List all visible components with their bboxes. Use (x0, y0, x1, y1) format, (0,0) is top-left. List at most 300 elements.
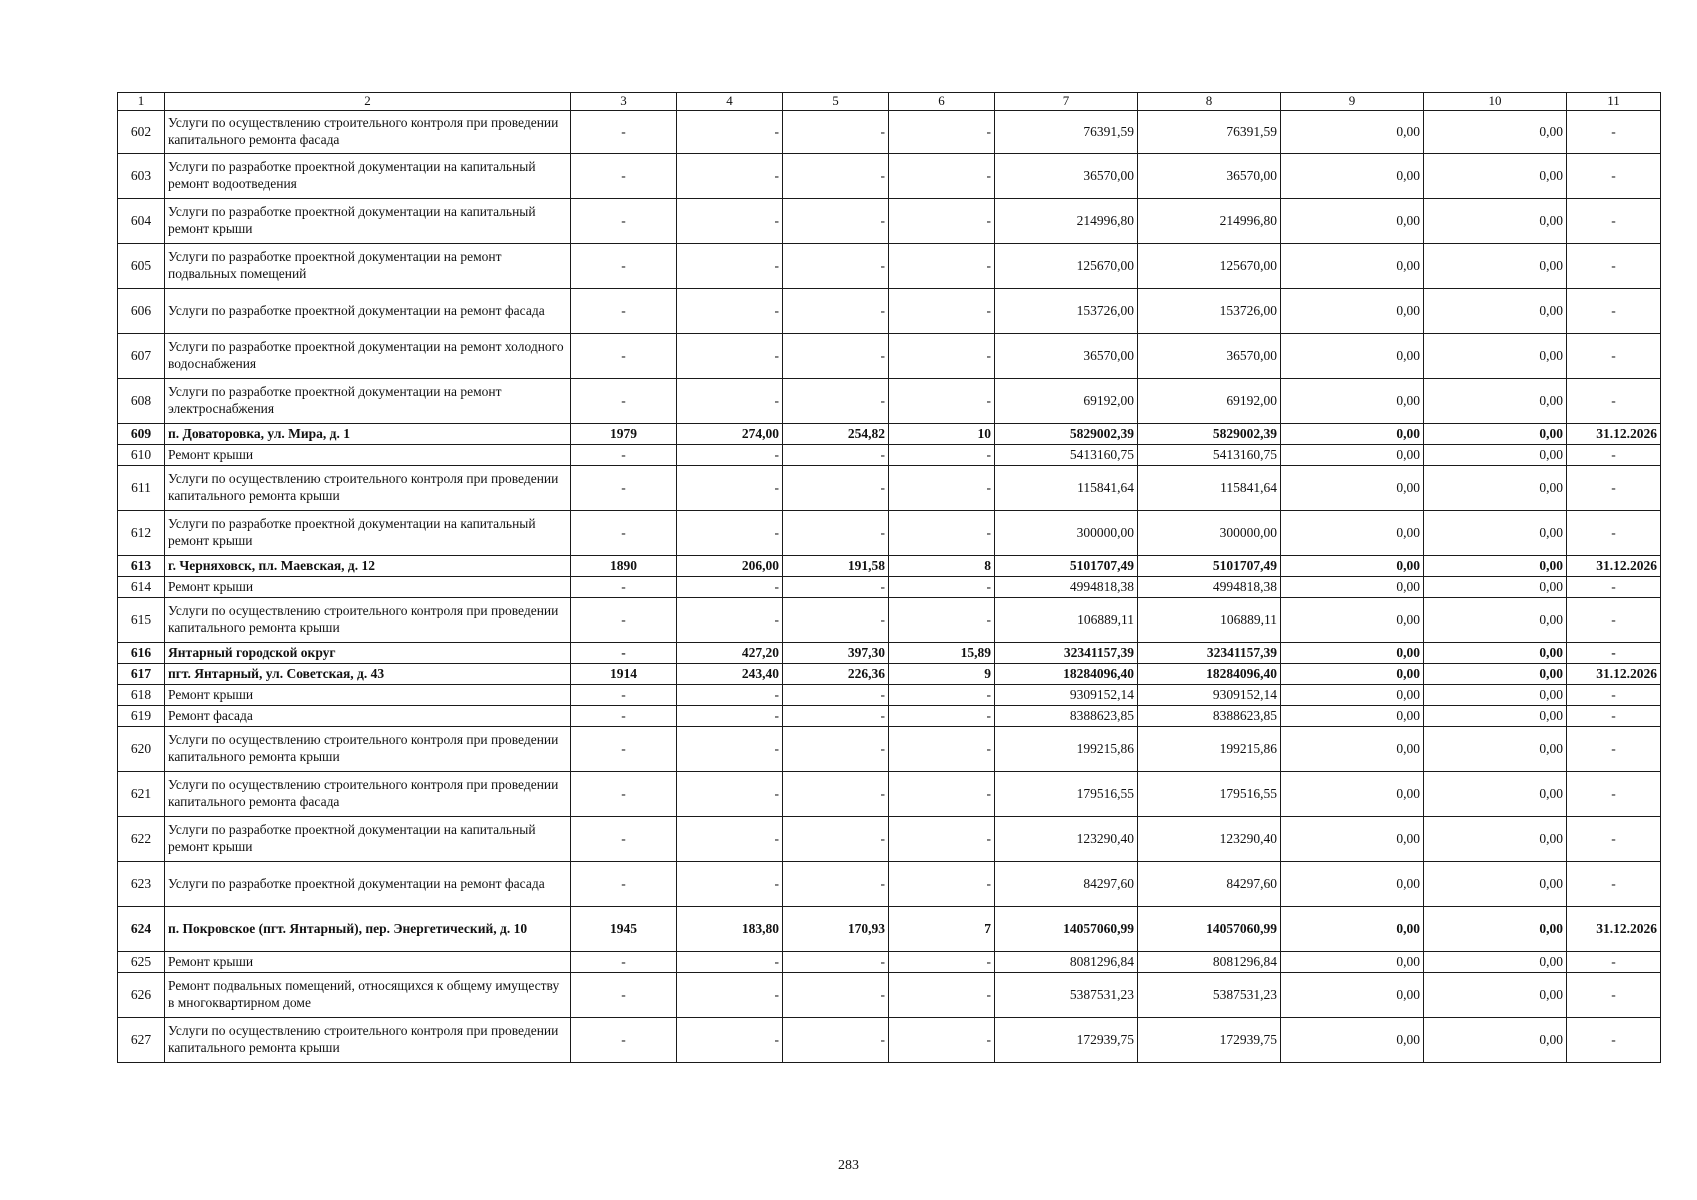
col9-cell: 0,00 (1281, 379, 1424, 424)
table-row (118, 379, 1661, 424)
col7-cell: 153726,00 (995, 289, 1138, 334)
col9-cell: 0,00 (1281, 598, 1424, 643)
col3-cell: - (571, 244, 677, 289)
item-name-cell: Услуги по осуществлению строительного контроля при проведении капитального ремонта фасада (165, 772, 571, 817)
column-header: 1 (118, 93, 165, 111)
col8-cell: 179516,55 (1138, 772, 1281, 817)
item-name-cell: Услуги по осуществлению строительного контроля при проведении капитального ремонта фасада (165, 111, 571, 154)
column-header: 10 (1424, 93, 1567, 111)
col10-cell: 0,00 (1424, 154, 1567, 199)
col6-cell: - (889, 685, 995, 706)
col3-cell: 1890 (571, 556, 677, 577)
table-row (118, 598, 1661, 643)
col11-cell: - (1567, 244, 1661, 289)
col8-cell: 18284096,40 (1138, 664, 1281, 685)
col9-cell: 0,00 (1281, 643, 1424, 664)
table-row (118, 424, 1661, 445)
col6-cell: - (889, 244, 995, 289)
col4-cell: - (677, 685, 783, 706)
col3-cell: 1914 (571, 664, 677, 685)
col11-cell: - (1567, 334, 1661, 379)
col7-cell: 300000,00 (995, 511, 1138, 556)
col11-cell: 31.12.2026 (1567, 664, 1661, 685)
col9-cell: 0,00 (1281, 973, 1424, 1018)
col9-cell: 0,00 (1281, 577, 1424, 598)
col9-cell: 0,00 (1281, 511, 1424, 556)
col4-cell: - (677, 1018, 783, 1063)
col6-cell: - (889, 334, 995, 379)
item-name-cell: пгт. Янтарный, ул. Советская, д. 43 (165, 664, 571, 685)
col4-cell: 274,00 (677, 424, 783, 445)
col5-cell: - (783, 973, 889, 1018)
col3-cell: - (571, 334, 677, 379)
row-number-cell: 608 (118, 379, 165, 424)
col10-cell: 0,00 (1424, 466, 1567, 511)
column-header: 2 (165, 93, 571, 111)
col8-cell: 36570,00 (1138, 154, 1281, 199)
row-number-cell: 621 (118, 772, 165, 817)
col7-cell: 84297,60 (995, 862, 1138, 907)
item-name-cell: Ремонт крыши (165, 952, 571, 973)
row-number-cell: 605 (118, 244, 165, 289)
col4-cell: - (677, 952, 783, 973)
column-header: 11 (1567, 93, 1661, 111)
row-number-cell: 613 (118, 556, 165, 577)
col11-cell: - (1567, 466, 1661, 511)
col4-cell: - (677, 199, 783, 244)
row-number-cell: 610 (118, 445, 165, 466)
col9-cell: 0,00 (1281, 817, 1424, 862)
col5-cell: 191,58 (783, 556, 889, 577)
table-row (118, 973, 1661, 1018)
table-row (118, 244, 1661, 289)
col6-cell: - (889, 598, 995, 643)
col6-cell: - (889, 706, 995, 727)
col9-cell: 0,00 (1281, 685, 1424, 706)
col10-cell: 0,00 (1424, 556, 1567, 577)
col3-cell: - (571, 199, 677, 244)
col4-cell: - (677, 772, 783, 817)
table-row (118, 111, 1661, 154)
col7-cell: 5413160,75 (995, 445, 1138, 466)
col10-cell: 0,00 (1424, 817, 1567, 862)
col3-cell: - (571, 111, 677, 154)
col11-cell: - (1567, 706, 1661, 727)
item-name-cell: Услуги по разработке проектной документации на капитальный ремонт крыши (165, 511, 571, 556)
col6-cell: - (889, 952, 995, 973)
col10-cell: 0,00 (1424, 862, 1567, 907)
col7-cell: 5387531,23 (995, 973, 1138, 1018)
item-name-cell: Услуги по разработке проектной документации на капитальный ремонт крыши (165, 199, 571, 244)
col3-cell: - (571, 973, 677, 1018)
col9-cell: 0,00 (1281, 289, 1424, 334)
table-row (118, 1018, 1661, 1063)
table-row (118, 706, 1661, 727)
col8-cell: 5829002,39 (1138, 424, 1281, 445)
col5-cell: 397,30 (783, 643, 889, 664)
col4-cell: - (677, 466, 783, 511)
col3-cell: - (571, 577, 677, 598)
col10-cell: 0,00 (1424, 772, 1567, 817)
table-row (118, 952, 1661, 973)
col4-cell: - (677, 706, 783, 727)
col3-cell: - (571, 511, 677, 556)
col8-cell: 8388623,85 (1138, 706, 1281, 727)
col6-cell: - (889, 862, 995, 907)
col6-cell: 15,89 (889, 643, 995, 664)
col10-cell: 0,00 (1424, 289, 1567, 334)
table-row (118, 154, 1661, 199)
col8-cell: 172939,75 (1138, 1018, 1281, 1063)
col4-cell: - (677, 379, 783, 424)
item-name-cell: Услуги по разработке проектной документации на ремонт холодного водоснабжения (165, 334, 571, 379)
row-number-cell: 607 (118, 334, 165, 379)
col4-cell: - (677, 445, 783, 466)
col4-cell: - (677, 727, 783, 772)
col4-cell: 243,40 (677, 664, 783, 685)
col4-cell: - (677, 511, 783, 556)
col9-cell: 0,00 (1281, 952, 1424, 973)
col6-cell: - (889, 973, 995, 1018)
col4-cell: - (677, 111, 783, 154)
col7-cell: 179516,55 (995, 772, 1138, 817)
col4-cell: - (677, 862, 783, 907)
col11-cell: - (1567, 598, 1661, 643)
col9-cell: 0,00 (1281, 334, 1424, 379)
col11-cell: - (1567, 511, 1661, 556)
repair-program-table (117, 92, 1661, 1063)
col3-cell: - (571, 379, 677, 424)
row-number-cell: 604 (118, 199, 165, 244)
col5-cell: - (783, 577, 889, 598)
col8-cell: 36570,00 (1138, 334, 1281, 379)
col4-cell: - (677, 244, 783, 289)
col5-cell: - (783, 466, 889, 511)
col6-cell: - (889, 289, 995, 334)
row-number-cell: 602 (118, 111, 165, 154)
row-number-cell: 619 (118, 706, 165, 727)
col5-cell: - (783, 685, 889, 706)
col9-cell: 0,00 (1281, 727, 1424, 772)
item-name-cell: Услуги по разработке проектной документации на ремонт подвальных помещений (165, 244, 571, 289)
col10-cell: 0,00 (1424, 111, 1567, 154)
item-name-cell: Услуги по осуществлению строительного контроля при проведении капитального ремонта крыши (165, 598, 571, 643)
col10-cell: 0,00 (1424, 952, 1567, 973)
col6-cell: - (889, 817, 995, 862)
col5-cell: - (783, 1018, 889, 1063)
col8-cell: 84297,60 (1138, 862, 1281, 907)
col10-cell: 0,00 (1424, 445, 1567, 466)
col11-cell: - (1567, 685, 1661, 706)
page-number: 283 (838, 1158, 859, 1173)
col3-cell: - (571, 289, 677, 334)
col8-cell: 125670,00 (1138, 244, 1281, 289)
col7-cell: 199215,86 (995, 727, 1138, 772)
table-row (118, 511, 1661, 556)
col7-cell: 172939,75 (995, 1018, 1138, 1063)
col11-cell: - (1567, 379, 1661, 424)
table-row (118, 445, 1661, 466)
item-name-cell: Услуги по осуществлению строительного контроля при проведении капитального ремонта крыши (165, 1018, 571, 1063)
col7-cell: 4994818,38 (995, 577, 1138, 598)
col4-cell: - (677, 289, 783, 334)
col3-cell: 1979 (571, 424, 677, 445)
col5-cell: - (783, 772, 889, 817)
item-name-cell: п. Покровское (пгт. Янтарный), пер. Энергетический, д. 10 (165, 907, 571, 952)
item-name-cell: Ремонт подвальных помещений, относящихся к общему имуществу в многоквартирном доме (165, 973, 571, 1018)
col4-cell: - (677, 817, 783, 862)
col7-cell: 32341157,39 (995, 643, 1138, 664)
col8-cell: 106889,11 (1138, 598, 1281, 643)
column-header: 6 (889, 93, 995, 111)
item-name-cell: Услуги по осуществлению строительного контроля при проведении капитального ремонта крыши (165, 466, 571, 511)
row-number-cell: 623 (118, 862, 165, 907)
col5-cell: - (783, 511, 889, 556)
col10-cell: 0,00 (1424, 199, 1567, 244)
col9-cell: 0,00 (1281, 244, 1424, 289)
col3-cell: - (571, 466, 677, 511)
table-row (118, 862, 1661, 907)
col8-cell: 76391,59 (1138, 111, 1281, 154)
col3-cell: - (571, 727, 677, 772)
col5-cell: - (783, 445, 889, 466)
col9-cell: 0,00 (1281, 154, 1424, 199)
col4-cell: - (677, 577, 783, 598)
col11-cell: 31.12.2026 (1567, 424, 1661, 445)
item-name-cell: г. Черняховск, пл. Маевская, д. 12 (165, 556, 571, 577)
col7-cell: 36570,00 (995, 154, 1138, 199)
col6-cell: - (889, 199, 995, 244)
col9-cell: 0,00 (1281, 706, 1424, 727)
column-header: 9 (1281, 93, 1424, 111)
col11-cell: - (1567, 199, 1661, 244)
row-number-cell: 620 (118, 727, 165, 772)
row-number-cell: 627 (118, 1018, 165, 1063)
col11-cell: - (1567, 643, 1661, 664)
column-header: 8 (1138, 93, 1281, 111)
item-name-cell: Услуги по разработке проектной документации на капитальный ремонт водоотведения (165, 154, 571, 199)
item-name-cell: Ремонт фасада (165, 706, 571, 727)
col11-cell: - (1567, 445, 1661, 466)
col8-cell: 4994818,38 (1138, 577, 1281, 598)
table-row (118, 577, 1661, 598)
col7-cell: 14057060,99 (995, 907, 1138, 952)
col5-cell: 254,82 (783, 424, 889, 445)
col7-cell: 76391,59 (995, 111, 1138, 154)
col6-cell: - (889, 1018, 995, 1063)
col7-cell: 5101707,49 (995, 556, 1138, 577)
item-name-cell: Ремонт крыши (165, 685, 571, 706)
table-row (118, 334, 1661, 379)
col8-cell: 5387531,23 (1138, 973, 1281, 1018)
col6-cell: - (889, 466, 995, 511)
col4-cell: - (677, 598, 783, 643)
col11-cell: - (1567, 1018, 1661, 1063)
col11-cell: 31.12.2026 (1567, 556, 1661, 577)
item-name-cell: Ремонт крыши (165, 445, 571, 466)
col8-cell: 5101707,49 (1138, 556, 1281, 577)
item-name-cell: Услуги по разработке проектной документации на капитальный ремонт крыши (165, 817, 571, 862)
row-number-cell: 624 (118, 907, 165, 952)
item-name-cell: Услуги по разработке проектной документации на ремонт фасада (165, 289, 571, 334)
col3-cell: - (571, 952, 677, 973)
item-name-cell: Янтарный городской округ (165, 643, 571, 664)
table-row (118, 466, 1661, 511)
row-number-cell: 611 (118, 466, 165, 511)
row-number-cell: 622 (118, 817, 165, 862)
col8-cell: 8081296,84 (1138, 952, 1281, 973)
col7-cell: 5829002,39 (995, 424, 1138, 445)
col8-cell: 123290,40 (1138, 817, 1281, 862)
col9-cell: 0,00 (1281, 664, 1424, 685)
col3-cell: - (571, 445, 677, 466)
col7-cell: 106889,11 (995, 598, 1138, 643)
col8-cell: 14057060,99 (1138, 907, 1281, 952)
table-row (118, 664, 1661, 685)
col4-cell: 206,00 (677, 556, 783, 577)
col9-cell: 0,00 (1281, 907, 1424, 952)
table-body (118, 111, 1661, 1063)
col3-cell: - (571, 772, 677, 817)
col11-cell: - (1567, 577, 1661, 598)
column-header: 4 (677, 93, 783, 111)
col6-cell: 7 (889, 907, 995, 952)
table-row (118, 289, 1661, 334)
col10-cell: 0,00 (1424, 727, 1567, 772)
row-number-cell: 612 (118, 511, 165, 556)
col10-cell: 0,00 (1424, 511, 1567, 556)
col5-cell: - (783, 154, 889, 199)
col11-cell: - (1567, 727, 1661, 772)
col3-cell: - (571, 706, 677, 727)
col3-cell: - (571, 643, 677, 664)
col5-cell: - (783, 199, 889, 244)
col10-cell: 0,00 (1424, 907, 1567, 952)
col3-cell: - (571, 1018, 677, 1063)
col10-cell: 0,00 (1424, 598, 1567, 643)
col3-cell: - (571, 598, 677, 643)
col5-cell: - (783, 862, 889, 907)
col4-cell: 183,80 (677, 907, 783, 952)
col3-cell: - (571, 817, 677, 862)
item-name-cell: Услуги по осуществлению строительного контроля при проведении капитального ремонта крыши (165, 727, 571, 772)
col7-cell: 69192,00 (995, 379, 1138, 424)
col6-cell: - (889, 111, 995, 154)
table-row (118, 199, 1661, 244)
col6-cell: - (889, 154, 995, 199)
item-name-cell: Услуги по разработке проектной документации на ремонт электроснабжения (165, 379, 571, 424)
col5-cell: - (783, 706, 889, 727)
col3-cell: 1945 (571, 907, 677, 952)
row-number-cell: 626 (118, 973, 165, 1018)
col6-cell: 8 (889, 556, 995, 577)
col11-cell: - (1567, 154, 1661, 199)
col6-cell: 10 (889, 424, 995, 445)
col5-cell: - (783, 952, 889, 973)
col3-cell: - (571, 862, 677, 907)
table-row (118, 643, 1661, 664)
table-row (118, 907, 1661, 952)
row-number-cell: 609 (118, 424, 165, 445)
col10-cell: 0,00 (1424, 334, 1567, 379)
col9-cell: 0,00 (1281, 445, 1424, 466)
col8-cell: 300000,00 (1138, 511, 1281, 556)
col8-cell: 32341157,39 (1138, 643, 1281, 664)
table-row (118, 817, 1661, 862)
col8-cell: 153726,00 (1138, 289, 1281, 334)
col11-cell: - (1567, 817, 1661, 862)
col11-cell: - (1567, 862, 1661, 907)
item-name-cell: Услуги по разработке проектной документации на ремонт фасада (165, 862, 571, 907)
col7-cell: 8388623,85 (995, 706, 1138, 727)
header-row (118, 93, 1661, 111)
row-number-cell: 625 (118, 952, 165, 973)
row-number-cell: 618 (118, 685, 165, 706)
col7-cell: 8081296,84 (995, 952, 1138, 973)
col6-cell: - (889, 577, 995, 598)
col4-cell: 427,20 (677, 643, 783, 664)
col10-cell: 0,00 (1424, 643, 1567, 664)
col5-cell: - (783, 379, 889, 424)
col3-cell: - (571, 685, 677, 706)
col9-cell: 0,00 (1281, 556, 1424, 577)
col6-cell: - (889, 511, 995, 556)
col4-cell: - (677, 973, 783, 1018)
col11-cell: - (1567, 111, 1661, 154)
col10-cell: 0,00 (1424, 424, 1567, 445)
col8-cell: 115841,64 (1138, 466, 1281, 511)
col10-cell: 0,00 (1424, 379, 1567, 424)
column-header: 3 (571, 93, 677, 111)
item-name-cell: п. Доваторовка, ул. Мира, д. 1 (165, 424, 571, 445)
col11-cell: - (1567, 952, 1661, 973)
col4-cell: - (677, 154, 783, 199)
col10-cell: 0,00 (1424, 685, 1567, 706)
col9-cell: 0,00 (1281, 199, 1424, 244)
col4-cell: - (677, 334, 783, 379)
col8-cell: 9309152,14 (1138, 685, 1281, 706)
row-number-cell: 616 (118, 643, 165, 664)
table-row (118, 556, 1661, 577)
col10-cell: 0,00 (1424, 973, 1567, 1018)
col5-cell: 226,36 (783, 664, 889, 685)
col11-cell: 31.12.2026 (1567, 907, 1661, 952)
row-number-cell: 606 (118, 289, 165, 334)
col7-cell: 214996,80 (995, 199, 1138, 244)
table-row (118, 727, 1661, 772)
col8-cell: 214996,80 (1138, 199, 1281, 244)
col8-cell: 69192,00 (1138, 379, 1281, 424)
col9-cell: 0,00 (1281, 772, 1424, 817)
col10-cell: 0,00 (1424, 1018, 1567, 1063)
col9-cell: 0,00 (1281, 862, 1424, 907)
col6-cell: - (889, 772, 995, 817)
row-number-cell: 603 (118, 154, 165, 199)
col5-cell: - (783, 111, 889, 154)
col5-cell: - (783, 598, 889, 643)
col10-cell: 0,00 (1424, 244, 1567, 289)
col5-cell: - (783, 727, 889, 772)
item-name-cell: Ремонт крыши (165, 577, 571, 598)
col8-cell: 199215,86 (1138, 727, 1281, 772)
col11-cell: - (1567, 772, 1661, 817)
col7-cell: 123290,40 (995, 817, 1138, 862)
col5-cell: - (783, 817, 889, 862)
col9-cell: 0,00 (1281, 424, 1424, 445)
col7-cell: 115841,64 (995, 466, 1138, 511)
col5-cell: - (783, 244, 889, 289)
col5-cell: - (783, 289, 889, 334)
